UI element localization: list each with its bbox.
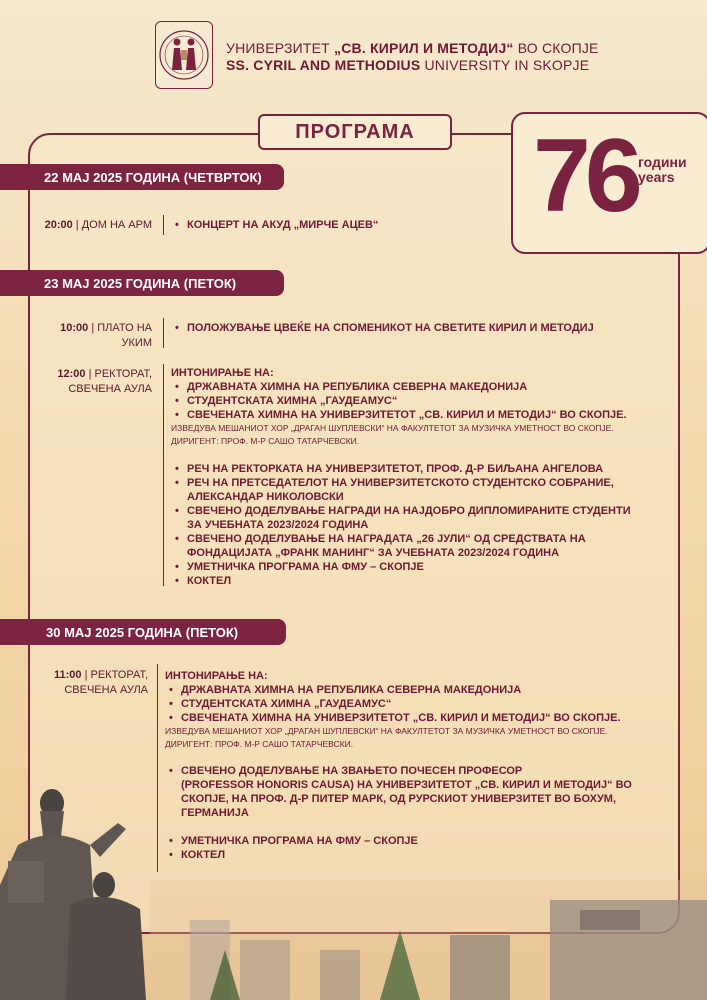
anniversary-years-en: years (638, 169, 675, 185)
section-heading: ИНТОНИРАЊЕ НА: (171, 367, 274, 379)
section-heading: ИНТОНИРАЊЕ НА: (165, 670, 268, 682)
list-item: • СВЕЧЕНО ДОДЕЛУВАЊЕ НАГРАДИ НА НАЈДОБРО ДИПЛОМИРАНИТЕ СТУДЕНТИ (171, 504, 671, 518)
performer-note: ИЗВЕДУВА МЕШАНИОТ ХОР „ДРАГАН ШУПЛЕВСКИ“ НА ФАКУЛТЕТОТ ЗА МУЗИЧКА УМЕТНОСТ ВО СКОПЈЕ. (165, 726, 608, 736)
list-item-continued: ГЕРМАНИЈА (181, 807, 249, 819)
event-list-day1 (171, 218, 378, 232)
date-header-day2: 23 МАЈ 2025 ГОДИНА (ПЕТОК) (0, 270, 284, 296)
list-item: • РЕЧ НА РЕКТОРКАТА НА УНИВЕРЗИТЕТОТ, ПРОФ. Д-Р БИЉАНА АНГЕЛОВА (171, 462, 671, 476)
event-time-day1: 20:00 | ДОМ НА АРМ (44, 219, 152, 231)
list-item: • СТУДЕНТСКАТА ХИМНА „ГАУДЕАМУС“ (171, 394, 671, 408)
conductor-note: ДИРИГЕНТ: ПРОФ. М-Р САШО ТАТАРЧЕВСКИ. (165, 739, 354, 749)
saints-seal-icon (156, 22, 212, 88)
list-item: • СВЕЧЕНО ДОДЕЛУВАЊЕ НА ЗВАЊЕТО ПОЧЕСЕН ПРОФЕСОР (165, 764, 670, 778)
list-item-continued: СКОПЈЕ, НА ПРОФ. Д-Р ПИТЕР МАРК, ОД РУРСКИОТ УНИВЕРЗИТЕТ ВО БОХУМ, (181, 793, 617, 805)
event-list-day2-2 (171, 366, 671, 588)
list-item: • СВЕЧЕНАТА ХИМНА НА УНИВЕРЗИТЕТОТ „СВ. КИРИЛ И МЕТОДИЈ“ ВО СКОПЈЕ. (165, 711, 670, 725)
anniversary-years-mk: години (638, 154, 687, 170)
list-item: • СВЕЧЕНАТА ХИМНА НА УНИВЕРЗИТЕТОТ „СВ. КИРИЛ И МЕТОДИЈ“ ВО СКОПЈЕ. (171, 408, 671, 422)
list-item: • ДРЖАВНАТА ХИМНА НА РЕПУБЛИКА СЕВЕРНА МАКЕДОНИЈА (165, 683, 670, 697)
event-time-day2-2: 12:00 | РЕКТОРАТ, СВЕЧЕНА АУЛА (57, 368, 152, 395)
anniversary-badge (511, 112, 707, 254)
divider-line (163, 364, 164, 586)
event-time-day3: 11:00 | РЕКТОРАТ, СВЕЧЕНА АУЛА (54, 669, 148, 696)
city-skyline-illustration (150, 880, 707, 1000)
performer-note: ИЗВЕДУВА МЕШАНИОТ ХОР „ДРАГАН ШУПЛЕВСКИ“ НА ФАКУЛТЕТОТ ЗА МУЗИЧКА УМЕТНОСТ ВО СКОПЈЕ. (171, 423, 614, 433)
university-name-en: SS. CYRIL AND METHODIUS UNIVERSITY IN SKOPJE (226, 57, 590, 73)
list-item: • КОКТЕЛ (171, 574, 671, 588)
event-list-day2-1 (171, 321, 594, 335)
list-item: • СТУДЕНТСКАТА ХИМНА „ГАУДЕАМУС“ (165, 697, 670, 711)
university-logo (155, 21, 213, 89)
anniversary-number: 76 (533, 118, 637, 234)
saints-statue-illustration (0, 775, 150, 1000)
conductor-note: ДИРИГЕНТ: ПРОФ. М-Р САШО ТАТАРЧЕВСКИ. (171, 436, 360, 446)
program-title: ПРОГРАМА (258, 114, 452, 150)
list-item: • КОНЦЕРТ НА АКУД „МИРЧЕ АЦЕВ“ (171, 218, 378, 232)
university-name-mk: УНИВЕРЗИТЕТ „СВ. КИРИЛ И МЕТОДИЈ“ ВО СКОПЈЕ (226, 40, 599, 56)
list-item-continued: ФОНДАЦИЈАТА „ФРАНК МАНИНГ“ ЗА УЧЕБНАТА 2023/2024 ГОДИНА (187, 547, 560, 559)
date-header-day3: 30 МАЈ 2025 ГОДИНА (ПЕТОК) (0, 619, 286, 645)
list-item: • ПОЛОЖУВАЊЕ ЦВЕЌЕ НА СПОМЕНИКОТ НА СВЕТИТЕ КИРИЛ И МЕТОДИЈ (171, 321, 594, 335)
event-time-day2-1: 10:00 | ПЛАТО НА УКИМ (60, 322, 152, 349)
divider-line (163, 215, 164, 235)
list-item-continued: (PROFESSOR HONORIS CAUSA) НА УНИВЕРЗИТЕТОТ „СВ. КИРИЛ И МЕТОДИЈ“ ВО (181, 779, 632, 791)
list-item: • ДРЖАВНАТА ХИМНА НА РЕПУБЛИКА СЕВЕРНА МАКЕДОНИЈА (171, 380, 671, 394)
list-item: • УМЕТНИЧКА ПРОГРАМА НА ФМУ – СКОПЈЕ (171, 560, 671, 574)
divider-line (163, 318, 164, 348)
list-item: • РЕЧ НА ПРЕТСЕДАТЕЛОТ НА УНИВЕРЗИТЕТСКОТО СТУДЕНТСКО СОБРАНИЕ, (171, 476, 671, 490)
divider-line (157, 664, 158, 872)
list-item: • СВЕЧЕНО ДОДЕЛУВАЊЕ НА НАГРАДАТА „26 ЈУЛИ“ ОД СРЕДСТВАТА НА (171, 532, 671, 546)
list-item: • КОКТЕЛ (165, 848, 670, 862)
list-item-continued: ЗА УЧЕБНАТА 2023/2024 ГОДИНА (187, 519, 369, 531)
date-header-day1: 22 МАЈ 2025 ГОДИНА (ЧЕТВРТОК) (0, 164, 284, 190)
list-item-continued: АЛЕКСАНДАР НИКОЛОВСКИ (187, 491, 344, 503)
list-item: • УМЕТНИЧКА ПРОГРАМА НА ФМУ – СКОПЈЕ (165, 834, 670, 848)
event-list-day3 (165, 669, 670, 862)
